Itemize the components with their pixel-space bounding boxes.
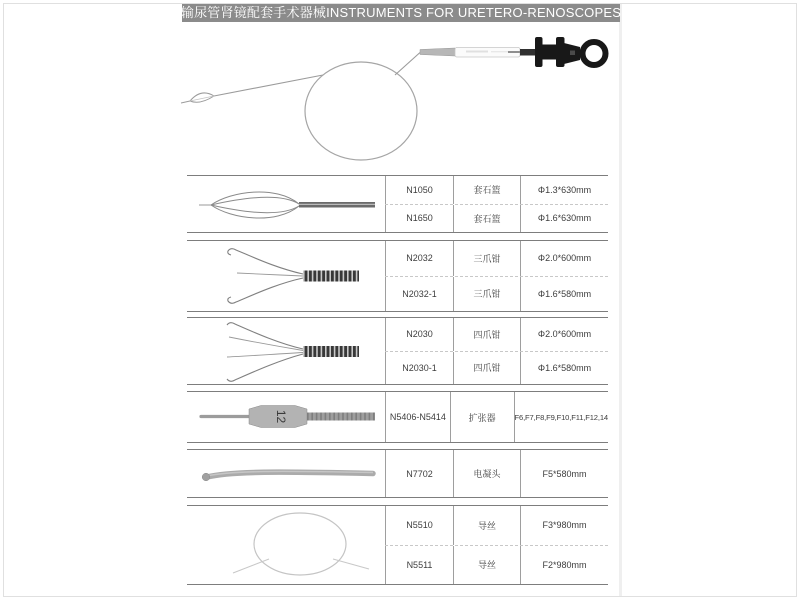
stone-basket-image <box>187 176 385 232</box>
spec-cell: F3*980mm <box>520 506 608 545</box>
table-row <box>385 545 608 585</box>
guide-wire-image <box>187 506 385 584</box>
dilator-size-marking: 12 <box>273 409 288 424</box>
product-group-dilator <box>187 391 608 443</box>
product-name-cell: 扩张器 <box>450 392 514 442</box>
spec-cell: Φ2.0*600mm <box>520 241 608 276</box>
four-prong-grasper-image <box>187 318 385 384</box>
product-name-cell: 四爪钳 <box>453 352 520 385</box>
spec-cell: F2*980mm <box>520 546 608 585</box>
model-cell: N5510 <box>385 506 453 545</box>
spec-cell: Φ1.6*580mm <box>520 352 608 385</box>
stone-basket-instrument-illustration <box>175 28 625 173</box>
group-rows <box>385 241 608 311</box>
product-name-cell: 套石篮 <box>453 205 520 233</box>
table-row <box>385 506 608 545</box>
model-cell: N7702 <box>385 450 453 497</box>
page-title-en: INSTRUMENTS FOR URETERO-RENOSCOPES <box>326 5 622 20</box>
table-row <box>385 204 608 233</box>
group-rows <box>385 450 608 497</box>
model-cell: N2030-1 <box>385 352 453 385</box>
table-row <box>385 450 608 497</box>
product-group-guide-wire <box>187 505 608 585</box>
group-rows <box>385 176 608 232</box>
table-row <box>385 392 608 442</box>
hero-instrument-image <box>175 28 625 173</box>
spec-cell: Φ1.6*580mm <box>520 277 608 312</box>
table-row <box>385 176 608 204</box>
group-rows <box>385 392 608 442</box>
product-group-electro-head <box>187 449 608 498</box>
dilator-image <box>187 392 385 442</box>
product-name-cell: 三爪钳 <box>453 277 520 312</box>
three-prong-grasper-image <box>187 241 385 311</box>
spec-cell: F5*580mm <box>520 450 608 497</box>
product-group-stone-basket <box>187 175 608 233</box>
table-row <box>385 318 608 351</box>
page-title-zh: 输尿管肾镜配套手术器械 <box>180 5 327 20</box>
model-cell: N2032-1 <box>385 277 453 312</box>
table-row <box>385 276 608 312</box>
model-cell: N5511 <box>385 546 453 585</box>
page-title-bar <box>182 4 620 22</box>
model-cell: N2030 <box>385 318 453 351</box>
product-name-cell: 导丝 <box>453 546 520 585</box>
table-row <box>385 241 608 276</box>
group-rows <box>385 506 608 584</box>
electrocoagulation-head-image <box>187 450 385 497</box>
product-name-cell: 导丝 <box>453 506 520 545</box>
spec-cell: Φ1.3*630mm <box>520 176 608 204</box>
group-rows <box>385 318 608 384</box>
product-group-four-prong <box>187 317 608 385</box>
product-name-cell: 四爪钳 <box>453 318 520 351</box>
spec-cell: Φ1.6*630mm <box>520 205 608 233</box>
model-cell: N2032 <box>385 241 453 276</box>
product-name-cell: 套石篮 <box>453 176 520 204</box>
product-name-cell: 电凝头 <box>453 450 520 497</box>
spec-cell: F6,F7,F8,F9,F10,F11,F12,14 <box>514 392 608 442</box>
product-group-three-prong <box>187 240 608 312</box>
table-row <box>385 351 608 385</box>
model-cell: N1650 <box>385 205 453 233</box>
spec-cell: Φ2.0*600mm <box>520 318 608 351</box>
model-cell: N1050 <box>385 176 453 204</box>
model-cell: N5406-N5414 <box>385 392 450 442</box>
product-name-cell: 三爪钳 <box>453 241 520 276</box>
